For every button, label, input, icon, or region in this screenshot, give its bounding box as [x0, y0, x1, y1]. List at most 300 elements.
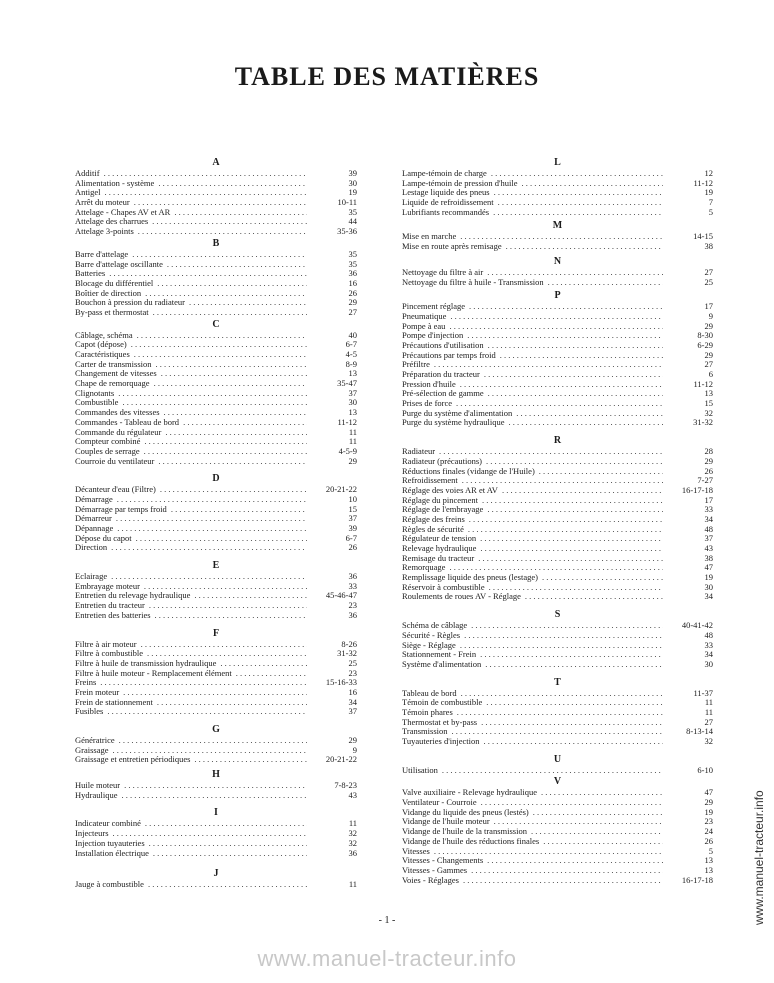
toc-entry-page: 29	[704, 456, 713, 466]
toc-entry	[75, 198, 357, 208]
dot-leader	[183, 418, 307, 428]
page-number: - 1 -	[378, 915, 396, 926]
toc-entry	[402, 242, 713, 252]
toc-entry-page: 10-11	[337, 198, 357, 208]
toc-entry-page: 39	[348, 169, 357, 178]
toc-entry	[402, 788, 713, 798]
toc-entry-label: Commandes des vitesses	[75, 408, 160, 418]
toc-entry	[75, 331, 357, 341]
toc-entry-label: Hydraulique	[75, 790, 118, 800]
toc-entry	[402, 418, 713, 428]
dot-leader	[489, 583, 663, 593]
toc-entry	[402, 650, 713, 660]
dot-leader	[124, 781, 307, 791]
dot-leader	[113, 829, 307, 839]
toc-entry-label: Mise en marche	[402, 232, 457, 242]
toc-entry-page: 29	[348, 736, 357, 745]
toc-entry	[402, 583, 713, 593]
dot-leader	[482, 496, 663, 506]
dot-leader	[122, 398, 307, 408]
toc-entry	[75, 781, 357, 791]
toc-entry-page: 7-27	[697, 476, 713, 486]
toc-entry	[75, 649, 357, 659]
dot-leader	[464, 631, 663, 641]
dot-leader	[100, 678, 307, 688]
toc-entry	[75, 389, 357, 399]
watermark-side: www.manuel-tracteur.info	[752, 790, 766, 925]
dot-leader	[144, 582, 307, 592]
section-letter: J	[213, 868, 219, 880]
dot-leader	[502, 486, 663, 496]
toc-entry-label: Réglage des voies AR et AV	[402, 485, 498, 495]
toc-entry	[402, 447, 713, 457]
toc-entry	[75, 457, 357, 467]
dot-leader	[509, 418, 663, 428]
toc-entry-page: 23	[348, 668, 357, 678]
toc-entry	[402, 737, 713, 747]
toc-entry-label: Graissage	[75, 745, 109, 755]
toc-entry-page: 6-29	[697, 340, 713, 350]
toc-entry-page: 25	[704, 277, 713, 287]
dot-leader	[456, 399, 663, 409]
toc-entry	[402, 457, 713, 467]
toc-entry-label: Entretien du relevage hydraulique	[75, 591, 191, 601]
toc-entry-label: Filtre à combustible	[75, 649, 143, 659]
toc-entry-page: 11-12	[693, 379, 713, 389]
toc-entry-page: 36	[348, 610, 357, 620]
dot-leader	[539, 467, 663, 477]
toc-entry-label: Remorquage	[402, 563, 446, 573]
dot-leader	[488, 389, 663, 399]
watermark-bottom: www.manuel-tracteur.info	[257, 946, 517, 971]
dot-leader	[149, 839, 307, 849]
toc-entry-label: Schéma de câblage	[402, 621, 468, 631]
section-letter: R	[553, 435, 562, 447]
dot-leader	[104, 169, 307, 179]
section-letter: T	[554, 676, 561, 688]
toc-entry	[75, 369, 357, 379]
toc-entry-page: 32	[704, 737, 713, 746]
toc-entry-label: Tuyauteries d'injection	[402, 737, 480, 746]
toc-entry-label: Stationnement - Frein	[402, 650, 477, 660]
toc-entry	[402, 592, 713, 602]
toc-entry	[402, 766, 713, 776]
toc-entry-page: 30	[704, 582, 713, 592]
dot-leader	[463, 876, 663, 886]
toc-entry	[75, 678, 357, 688]
toc-entry-label: Préparation du tracteur	[402, 370, 480, 379]
toc-entry-label: Pincement réglage	[402, 302, 466, 312]
toc-entry-label: Régulateur de tension	[402, 534, 477, 544]
toc-entry-label: Ventilateur - Courroie	[402, 798, 477, 808]
toc-entry-page: 27	[348, 307, 357, 317]
toc-entry-page: 37	[348, 514, 357, 524]
toc-entry	[402, 169, 713, 179]
toc-entry-page: 15	[704, 399, 713, 409]
toc-entry-page: 43	[704, 544, 713, 553]
dot-leader	[498, 198, 663, 208]
dot-leader	[434, 847, 663, 857]
toc-entry-label: Sécurité - Règles	[402, 630, 461, 640]
section-letter: U	[553, 753, 562, 765]
toc-entry-page: 26	[704, 466, 713, 476]
toc-entry	[75, 791, 357, 801]
dot-leader	[153, 308, 307, 318]
toc-entry-page: 40-41-42	[681, 621, 713, 631]
toc-entry-page: 8-9	[345, 359, 357, 369]
toc-entry-label: Carter de transmission	[75, 359, 152, 369]
dot-leader	[164, 408, 307, 418]
toc-entry-page: 8-30	[697, 331, 713, 341]
toc-entry-label: Nettoyage du filtre à air	[402, 267, 484, 277]
toc-entry	[402, 467, 713, 477]
toc-entry-label: Lestage liquide des pneus	[402, 188, 490, 198]
dot-leader	[500, 351, 663, 361]
toc-entry-page: 35-36	[337, 227, 357, 237]
dot-leader	[486, 698, 663, 708]
toc-entry	[402, 380, 713, 390]
section-letter: B	[212, 237, 220, 249]
toc-entry	[402, 718, 713, 728]
toc-entry-label: Vidange du liquide des pneus (lestés)	[402, 807, 529, 817]
toc-entry-label: Démarrage par temps froid	[75, 504, 167, 514]
toc-entry	[402, 268, 713, 278]
toc-entry-label: Indicateur combiné	[75, 819, 141, 829]
toc-entry-page: 19	[348, 188, 357, 198]
dot-leader	[117, 524, 307, 534]
toc-entry-page: 33	[704, 505, 713, 515]
toc-entry-label: Précautions par temps froid	[402, 350, 496, 360]
section-letter: E	[212, 560, 220, 572]
toc-entry-label: Bouchon à pression du radiateur	[75, 298, 185, 308]
dot-leader	[494, 817, 663, 827]
toc-entry	[402, 808, 713, 818]
toc-entry	[75, 880, 357, 890]
toc-entry-page: 4-5	[345, 350, 357, 359]
toc-entry	[75, 269, 357, 279]
toc-entry-label: Caractéristiques	[75, 350, 130, 359]
dot-leader	[457, 708, 663, 718]
dot-leader	[220, 659, 307, 669]
toc-entry-page: 31-32	[337, 649, 357, 659]
toc-entry-label: Eclairage	[75, 572, 108, 582]
toc-entry	[75, 688, 357, 698]
dot-leader	[461, 689, 663, 699]
toc-entry-page: 8-13-14	[686, 727, 713, 737]
toc-entry-label: Voies - Réglages	[402, 875, 459, 885]
toc-entry-page: 29	[348, 456, 357, 466]
dot-leader	[531, 827, 663, 837]
section-letter: C	[212, 318, 220, 330]
toc-entry	[402, 798, 713, 808]
toc-entry	[75, 360, 357, 370]
toc-entry-page: 27	[704, 267, 713, 277]
dot-leader	[471, 866, 663, 876]
toc-entry-page: 6	[708, 370, 713, 379]
toc-entry	[75, 601, 357, 611]
section-letter: D	[212, 473, 220, 485]
toc-entry-page: 6-7	[345, 340, 357, 350]
toc-entry	[402, 360, 713, 370]
toc-entry	[402, 544, 713, 554]
toc-entry-page: 11-12	[693, 178, 713, 188]
dot-leader	[481, 718, 663, 728]
toc-entry-label: Règles de sécurité	[402, 524, 464, 534]
toc-entry	[75, 572, 357, 582]
toc-entry-page: 34	[704, 650, 713, 660]
toc-entry-page: 32	[704, 408, 713, 418]
dot-leader	[493, 208, 663, 218]
toc-entry-label: Capot (dépose)	[75, 340, 127, 350]
dot-leader	[542, 573, 663, 583]
toc-entry-label: Réglage de l'embrayage	[402, 505, 484, 515]
dot-leader	[107, 707, 307, 717]
dot-leader	[480, 650, 663, 660]
toc-entry	[402, 837, 713, 847]
toc-entry-page: 12	[704, 169, 713, 178]
toc-entry-page: 5	[708, 846, 713, 856]
toc-entry-label: Freins	[75, 678, 97, 688]
toc-entry-label: Filtre à air moteur	[75, 639, 137, 649]
dot-leader	[148, 880, 307, 890]
dot-leader	[136, 534, 307, 544]
toc-entry	[402, 727, 713, 737]
toc-entry-label: Prises de force	[402, 399, 453, 409]
toc-entry-page: 25	[348, 658, 357, 668]
toc-entry-page: 20-21-22	[325, 485, 357, 495]
toc-entry-page: 16-17-18	[681, 485, 713, 495]
toc-entry-page: 37	[348, 388, 357, 398]
toc-entry-page: 19	[704, 807, 713, 817]
toc-entry-page: 19	[704, 188, 713, 198]
toc-entry	[402, 856, 713, 866]
dot-leader	[157, 279, 307, 289]
toc-entry-page: 30	[348, 398, 357, 408]
toc-entry-page: 27	[704, 717, 713, 727]
toc-entry-label: Alimentation - système	[75, 178, 155, 188]
toc-entry	[75, 659, 357, 669]
toc-entry-page: 11	[704, 707, 713, 717]
toc-entry	[75, 208, 357, 218]
toc-entry	[75, 707, 357, 717]
dot-leader	[144, 437, 307, 447]
toc-entry-label: Purge du système d'alimentation	[402, 408, 513, 418]
toc-entry	[75, 669, 357, 679]
toc-entry-label: Graissage et entretien périodiques	[75, 755, 191, 765]
dot-leader	[138, 227, 307, 237]
toc-entry-page: 33	[348, 581, 357, 591]
toc-entry-label: Décanteur d'eau (Filtre)	[75, 485, 156, 495]
toc-entry-label: Pression d'huile	[402, 379, 456, 389]
toc-entry-page: 34	[704, 514, 713, 524]
toc-entry-page: 16	[348, 687, 357, 697]
toc-entry-label: Lampe-témoin de pression d'huile	[402, 178, 518, 188]
dot-leader	[189, 298, 307, 308]
dot-leader	[467, 331, 663, 341]
dot-leader	[137, 331, 307, 341]
toc-entry-label: Additif	[75, 169, 100, 178]
toc-entry-page: 23	[348, 601, 357, 611]
toc-entry-label: Lubrifiants recommandés	[402, 207, 490, 217]
toc-entry-page: 4-5-9	[338, 446, 357, 456]
toc-entry-label: Démarreur	[75, 514, 112, 524]
toc-entry	[402, 631, 713, 641]
dot-leader	[525, 592, 663, 602]
toc-entry-label: Barre d'attelage	[75, 249, 129, 259]
toc-entry	[75, 849, 357, 859]
toc-entry-label: Frein moteur	[75, 687, 120, 697]
dot-leader	[155, 360, 307, 370]
toc-entry	[402, 525, 713, 535]
dot-leader	[160, 485, 307, 495]
toc-entry-label: Réductions finales (vidange de l'Huile)	[402, 466, 535, 476]
toc-entry-label: Barre d'attelage oscillante	[75, 259, 163, 269]
toc-entry	[75, 698, 357, 708]
toc-entry	[75, 418, 357, 428]
toc-entry-label: Jauge à combustible	[75, 880, 144, 890]
dot-leader	[468, 525, 663, 535]
toc-entry	[75, 298, 357, 308]
dot-leader	[439, 447, 663, 457]
toc-entry	[402, 302, 713, 312]
toc-entry-page: 36	[348, 572, 357, 582]
toc-entry-page: 32	[348, 838, 357, 848]
dot-leader	[155, 611, 307, 621]
section-letter: N	[553, 255, 562, 267]
toc-entry-label: Génératrice	[75, 736, 115, 745]
toc-entry-label: Précautions d'utilisation	[402, 340, 484, 350]
toc-entry-label: Utilisation	[402, 765, 438, 775]
toc-entry-page: 8-26	[341, 639, 357, 649]
dot-leader	[141, 640, 307, 650]
toc-entry-page: 37	[348, 707, 357, 717]
toc-entry-page: 11	[348, 880, 357, 890]
toc-entry-label: Attelage des charrues	[75, 217, 149, 227]
toc-entry-label: Chape de remorquage	[75, 379, 150, 389]
dot-leader	[481, 798, 663, 808]
toc-entry-page: 27	[704, 360, 713, 370]
toc-entry-page: 29	[704, 798, 713, 808]
dot-leader	[113, 746, 307, 756]
toc-entry-label: Vitesses - Gammes	[402, 865, 468, 875]
toc-entry-label: Couples de serrage	[75, 446, 140, 456]
toc-entry-page: 13	[348, 369, 357, 379]
section-letter: M	[552, 220, 563, 232]
toc-entry-label: Commande du régulateur	[75, 427, 162, 437]
toc-entry	[75, 485, 357, 495]
section-letter: F	[212, 627, 220, 639]
toc-entry-label: Direction	[75, 543, 108, 553]
toc-entry-label: Fusibles	[75, 707, 104, 717]
toc-entry	[402, 876, 713, 886]
page-title: TABLE DES MATIÈRES	[234, 62, 540, 91]
dot-leader	[516, 409, 663, 419]
toc-entry-page: 34	[704, 592, 713, 602]
toc-entry-label: Mise en route après remisage	[402, 242, 502, 252]
toc-entry	[402, 312, 713, 322]
toc-entry	[75, 755, 357, 765]
toc-entry	[75, 188, 357, 198]
toc-entry-page: 44	[348, 217, 357, 227]
toc-entry	[75, 398, 357, 408]
section-letter: L	[554, 157, 561, 168]
dot-leader	[452, 727, 663, 737]
toc-entry	[75, 505, 357, 515]
toc-entry-page: 31-32	[693, 418, 713, 428]
toc-entry-page: 10	[348, 494, 357, 504]
toc-entry-label: Pompe à eau	[402, 321, 446, 331]
toc-entry	[75, 350, 357, 360]
toc-entry-page: 47	[704, 563, 713, 573]
toc-entry-page: 34	[348, 697, 357, 707]
toc-entry	[402, 351, 713, 361]
dot-leader	[533, 808, 663, 818]
dot-leader	[480, 544, 663, 554]
toc-entry-label: Démarrage	[75, 494, 113, 504]
dot-leader	[543, 837, 663, 847]
toc-entry-label: By-pass et thermostat	[75, 307, 149, 317]
dot-leader	[154, 379, 307, 389]
dot-leader	[165, 428, 307, 438]
toc-entry	[75, 227, 357, 237]
toc-entry	[402, 563, 713, 573]
toc-entry	[75, 260, 357, 270]
toc-entry-label: Entretien des batteries	[75, 610, 151, 620]
toc-entry-page: 29	[704, 321, 713, 331]
toc-entry	[75, 514, 357, 524]
dot-leader	[111, 543, 307, 553]
section-letter: S	[554, 609, 561, 621]
dot-leader	[460, 380, 663, 390]
toc-entry	[402, 208, 713, 218]
toc-entry-page: 40	[348, 330, 357, 340]
dot-leader	[171, 505, 307, 515]
toc-entry	[75, 611, 357, 621]
dot-leader	[123, 688, 307, 698]
toc-entry	[402, 534, 713, 544]
toc-entry	[75, 408, 357, 418]
dot-leader	[484, 370, 663, 380]
toc-entry	[75, 495, 357, 505]
toc-entry	[75, 819, 357, 829]
toc-entry-label: Attelage - Chapes AV et AR	[75, 207, 171, 217]
toc-entry-label: Refroidissement	[402, 476, 458, 486]
dot-leader	[117, 495, 307, 505]
toc-entry-label: Huile moteur	[75, 781, 121, 791]
toc-entry-label: Pompe d'injection	[402, 331, 464, 341]
toc-entry-label: Vitesses - Changements	[402, 856, 484, 866]
toc-entry-page: 29	[348, 298, 357, 308]
toc-entry	[402, 817, 713, 827]
dot-leader	[122, 791, 308, 801]
toc-entry	[75, 839, 357, 849]
toc-column-left	[75, 156, 357, 890]
toc-entry-label: Commandes - Tableau de bord	[75, 417, 180, 427]
toc-entry	[75, 279, 357, 289]
toc-entry	[402, 341, 713, 351]
toc-entry	[402, 389, 713, 399]
toc-entry-label: Remisage du tracteur	[402, 553, 475, 563]
toc-entry-page: 28	[704, 447, 713, 457]
toc-entry-page: 48	[704, 630, 713, 640]
dot-leader	[147, 649, 307, 659]
toc-entry-page: 26	[348, 288, 357, 298]
dot-leader	[488, 341, 663, 351]
toc-entry	[75, 179, 357, 189]
dot-leader	[131, 340, 307, 350]
toc-entry-label: Système d'alimentation	[402, 659, 482, 669]
toc-entry-label: Relevage hydraulique	[402, 544, 477, 553]
